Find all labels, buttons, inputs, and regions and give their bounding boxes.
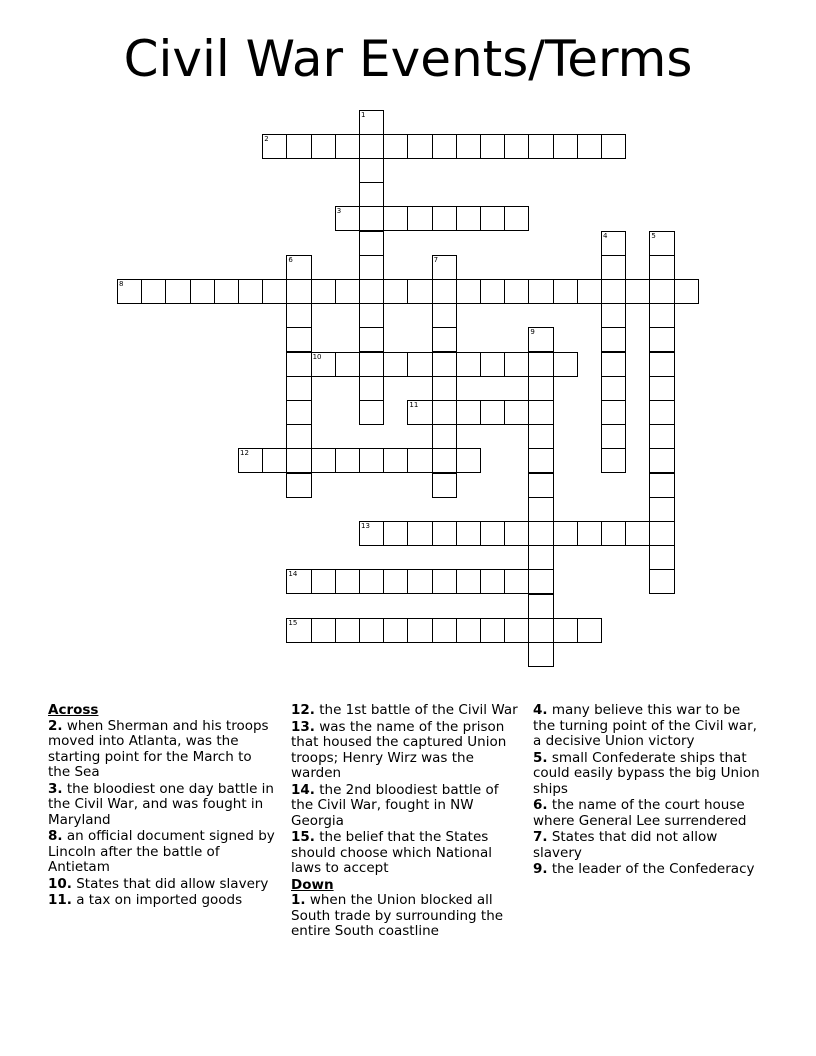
page-title: Civil War Events/Terms	[123, 30, 693, 88]
grid-cell[interactable]	[649, 327, 674, 352]
clue-number: 6	[288, 255, 293, 264]
grid-cell[interactable]	[311, 618, 336, 643]
clues-column-2	[291, 703, 519, 941]
clue-across-12: 12. the 1st battle of the Civil War	[291, 702, 518, 718]
grid-cell[interactable]	[553, 618, 578, 643]
grid-cell[interactable]	[528, 569, 553, 594]
grid-cell[interactable]	[649, 521, 674, 546]
grid-cell[interactable]	[359, 182, 384, 207]
clue-across-15: 15. the belief that the States should choose which National laws to accept	[291, 829, 493, 876]
grid-cell[interactable]	[649, 545, 674, 570]
clue-number: 13	[361, 521, 370, 530]
clue-down-4: 4. many believe this war to be the turning point of the Civil war, a decisive Union victory	[533, 702, 757, 749]
grid-cell[interactable]	[504, 279, 529, 304]
grid-cell[interactable]	[359, 400, 384, 425]
grid-cell[interactable]	[286, 327, 311, 352]
grid-cell[interactable]	[383, 352, 408, 377]
grid-cell[interactable]	[359, 110, 384, 135]
grid-cell[interactable]	[311, 569, 336, 594]
grid-cell[interactable]	[504, 134, 529, 159]
grid-cell[interactable]	[553, 134, 578, 159]
grid-cell[interactable]	[286, 448, 311, 473]
clue-number: 11	[409, 400, 419, 409]
grid-cell[interactable]	[456, 352, 481, 377]
clue-across-3: 3. the bloodiest one day battle in the Civil War, and was fought in Maryland	[48, 780, 274, 828]
grid-cell[interactable]	[432, 400, 457, 425]
grid-cell[interactable]	[262, 134, 287, 159]
grid-cell[interactable]	[335, 206, 360, 231]
grid-cell[interactable]	[311, 134, 336, 159]
grid-cell[interactable]	[286, 134, 311, 159]
grid-cell[interactable]	[359, 158, 384, 183]
grid-cell[interactable]	[359, 134, 384, 159]
grid-cell[interactable]	[528, 642, 553, 667]
grid-cell[interactable]	[649, 231, 674, 256]
grid-cell[interactable]	[383, 569, 408, 594]
grid-cell[interactable]	[528, 594, 553, 619]
across-heading: Across	[48, 702, 99, 718]
grid-cell[interactable]	[311, 448, 336, 473]
grid-cell[interactable]	[432, 279, 457, 304]
grid-cell[interactable]	[504, 352, 529, 377]
grid-cell[interactable]	[649, 400, 674, 425]
clue-down-7: 7. States that did not allow slavery	[533, 829, 718, 861]
grid-cell[interactable]	[528, 424, 553, 449]
grid-cell[interactable]	[432, 303, 457, 328]
grid-cell[interactable]	[383, 279, 408, 304]
grid-cell[interactable]	[432, 618, 457, 643]
grid-cell[interactable]	[528, 279, 553, 304]
grid-cell[interactable]	[286, 400, 311, 425]
grid-cell[interactable]	[286, 352, 311, 377]
grid-cell[interactable]	[480, 569, 505, 594]
grid-cell[interactable]	[383, 521, 408, 546]
grid-cell[interactable]	[383, 618, 408, 643]
grid-cell[interactable]	[432, 521, 457, 546]
grid-cell[interactable]	[359, 303, 384, 328]
clue-number: 2	[264, 134, 269, 143]
grid-cell[interactable]	[165, 279, 190, 304]
grid-cell[interactable]	[504, 521, 529, 546]
clue-number: 14	[288, 570, 298, 579]
grid-cell[interactable]	[286, 255, 311, 280]
grid-cell[interactable]	[117, 279, 142, 304]
grid-cell[interactable]	[286, 473, 311, 498]
grid-cell[interactable]	[528, 473, 553, 498]
grid-cell[interactable]	[577, 618, 602, 643]
grid-cell[interactable]	[335, 134, 360, 159]
clue-across-8: 8. an official document signed by Lincoln after the battle of Antietam	[48, 828, 275, 875]
grid-cell[interactable]	[456, 279, 481, 304]
clue-across-11: 11. a tax on imported goods	[48, 892, 243, 908]
clue-number: 10	[312, 352, 322, 361]
clue-down-6: 6. the name of the court house where General Lee surrendered	[533, 797, 747, 829]
grid-cell[interactable]	[383, 448, 408, 473]
grid-cell[interactable]	[528, 497, 553, 522]
grid-cell[interactable]	[262, 279, 287, 304]
grid-cell[interactable]	[480, 400, 505, 425]
grid-cell[interactable]	[407, 206, 432, 231]
grid-cell[interactable]	[335, 448, 360, 473]
grid-cell[interactable]	[601, 376, 626, 401]
grid-cell[interactable]	[432, 569, 457, 594]
grid-cell[interactable]	[649, 303, 674, 328]
grid-cell[interactable]	[601, 327, 626, 352]
grid-cell[interactable]	[480, 134, 505, 159]
grid-cell[interactable]	[214, 279, 239, 304]
clues-column-3	[533, 703, 765, 879]
grid-cell[interactable]	[383, 206, 408, 231]
grid-cell[interactable]	[577, 134, 602, 159]
grid-cell[interactable]	[649, 473, 674, 498]
clue-down-5: 5. small Confederate ships that could easily bypass the big Union ships	[533, 749, 760, 797]
grid-cell[interactable]	[407, 521, 432, 546]
grid-cell[interactable]	[359, 448, 384, 473]
grid-cell[interactable]	[383, 134, 408, 159]
grid-cell[interactable]	[649, 569, 674, 594]
grid-cell[interactable]	[456, 569, 481, 594]
grid-cell[interactable]	[432, 352, 457, 377]
grid-cell[interactable]	[553, 521, 578, 546]
grid-cell[interactable]	[553, 279, 578, 304]
clue-across-10: 10. States that did allow slavery	[48, 875, 269, 892]
grid-cell[interactable]	[480, 206, 505, 231]
grid-cell[interactable]	[528, 134, 553, 159]
grid-cell[interactable]	[528, 352, 553, 377]
grid-cell[interactable]	[601, 255, 626, 280]
grid-cell[interactable]	[432, 255, 457, 280]
grid-cell[interactable]	[432, 424, 457, 449]
grid-cell[interactable]	[432, 327, 457, 352]
grid-cell[interactable]	[456, 400, 481, 425]
grid-cell[interactable]	[504, 400, 529, 425]
grid-cell[interactable]	[286, 569, 311, 594]
grid-cell[interactable]	[528, 521, 553, 546]
grid-cell[interactable]	[262, 448, 287, 473]
grid-cell[interactable]	[335, 618, 360, 643]
clue-across-2: 2. when Sherman and his troops moved into Atlanta, was the starting point for the March to the Sea	[48, 717, 269, 780]
grid-cell[interactable]	[456, 448, 481, 473]
down-heading: Down	[291, 876, 334, 893]
grid-cell[interactable]	[480, 521, 505, 546]
clues-column-1	[48, 703, 276, 910]
grid-cell[interactable]	[528, 376, 553, 401]
grid-cell[interactable]	[359, 255, 384, 280]
grid-cell[interactable]	[504, 206, 529, 231]
grid-cell[interactable]	[432, 376, 457, 401]
grid-cell[interactable]	[601, 424, 626, 449]
grid-cell[interactable]	[601, 352, 626, 377]
grid-cell[interactable]	[359, 206, 384, 231]
clue-across-14: 14. the 2nd bloodiest battle of the Civil War, fought in NW Georgia	[291, 781, 499, 829]
grid-cell[interactable]	[286, 303, 311, 328]
grid-cell[interactable]	[601, 231, 626, 256]
grid-cell[interactable]	[238, 448, 263, 473]
grid-cell[interactable]	[649, 497, 674, 522]
grid-cell[interactable]	[649, 376, 674, 401]
grid-cell[interactable]	[311, 352, 336, 377]
grid-cell[interactable]	[577, 279, 602, 304]
grid-cell[interactable]	[335, 279, 360, 304]
grid-cell[interactable]	[649, 448, 674, 473]
grid-cell[interactable]	[528, 400, 553, 425]
grid-cell[interactable]	[286, 376, 311, 401]
grid-cell[interactable]	[601, 134, 626, 159]
clue-number: 5	[651, 231, 656, 240]
grid-cell[interactable]	[528, 327, 553, 352]
grid-cell[interactable]	[456, 618, 481, 643]
grid-cell[interactable]	[601, 448, 626, 473]
grid-cell[interactable]	[407, 352, 432, 377]
grid-cell[interactable]	[335, 569, 360, 594]
grid-cell[interactable]	[456, 206, 481, 231]
grid-cell[interactable]	[432, 473, 457, 498]
grid-cell[interactable]	[601, 303, 626, 328]
grid-cell[interactable]	[625, 521, 650, 546]
grid-cell[interactable]	[432, 206, 457, 231]
clue-number: 1	[361, 110, 366, 119]
clue-down-1: 1. when the Union blocked all South trade by surrounding the entire South coastline	[291, 892, 504, 939]
grid-cell[interactable]	[577, 521, 602, 546]
grid-cell[interactable]	[432, 134, 457, 159]
grid-cell[interactable]	[601, 279, 626, 304]
grid-cell[interactable]	[407, 279, 432, 304]
grid-cell[interactable]	[407, 569, 432, 594]
grid-cell[interactable]	[286, 618, 311, 643]
grid-cell[interactable]	[553, 352, 578, 377]
grid-cell[interactable]	[359, 618, 384, 643]
grid-cell[interactable]	[649, 279, 674, 304]
clue-number: 4	[603, 231, 608, 240]
clue-number: 8	[119, 279, 124, 288]
grid-cell[interactable]	[359, 279, 384, 304]
grid-cell[interactable]	[480, 618, 505, 643]
clue-number: 3	[336, 207, 342, 216]
clue-number: 12	[240, 449, 249, 458]
grid-cell[interactable]	[674, 279, 699, 304]
grid-cell[interactable]	[359, 521, 384, 546]
grid-cell[interactable]	[359, 327, 384, 352]
grid-cell[interactable]	[359, 231, 384, 256]
grid-cell[interactable]	[480, 279, 505, 304]
grid-cell[interactable]	[238, 279, 263, 304]
grid-cell[interactable]	[528, 545, 553, 570]
grid-cell[interactable]	[286, 279, 311, 304]
clue-across-13: 13. was the name of the prison that housed the captured Union troops; Henry Wirz was the warden	[291, 718, 507, 781]
grid-cell[interactable]	[407, 618, 432, 643]
grid-cell[interactable]	[335, 352, 360, 377]
grid-cell[interactable]	[456, 134, 481, 159]
clue-number: 15	[288, 618, 298, 627]
grid-cell[interactable]	[311, 279, 336, 304]
grid-cell[interactable]	[601, 521, 626, 546]
grid-cell[interactable]	[407, 448, 432, 473]
grid-cell[interactable]	[625, 279, 650, 304]
grid-cell[interactable]	[359, 569, 384, 594]
grid-cell[interactable]	[432, 448, 457, 473]
grid-cell[interactable]	[141, 279, 166, 304]
grid-cell[interactable]	[601, 400, 626, 425]
clue-number: 7	[433, 255, 439, 264]
grid-cell[interactable]	[504, 569, 529, 594]
grid-cell[interactable]	[407, 400, 432, 425]
grid-cell[interactable]	[359, 376, 384, 401]
grid-cell[interactable]	[649, 255, 674, 280]
grid-cell[interactable]	[649, 352, 674, 377]
grid-cell[interactable]	[359, 352, 384, 377]
grid-cell[interactable]	[286, 424, 311, 449]
grid-cell[interactable]	[190, 279, 215, 304]
clue-down-9: 9. the leader of the Confederacy	[533, 861, 755, 877]
grid-cell[interactable]	[480, 352, 505, 377]
grid-cell[interactable]	[407, 134, 432, 159]
grid-cell[interactable]	[649, 424, 674, 449]
grid-cell[interactable]	[528, 448, 553, 473]
grid-cell[interactable]	[504, 618, 529, 643]
clue-number: 9	[530, 328, 535, 337]
grid-cell[interactable]	[528, 618, 553, 643]
grid-cell[interactable]	[456, 521, 481, 546]
